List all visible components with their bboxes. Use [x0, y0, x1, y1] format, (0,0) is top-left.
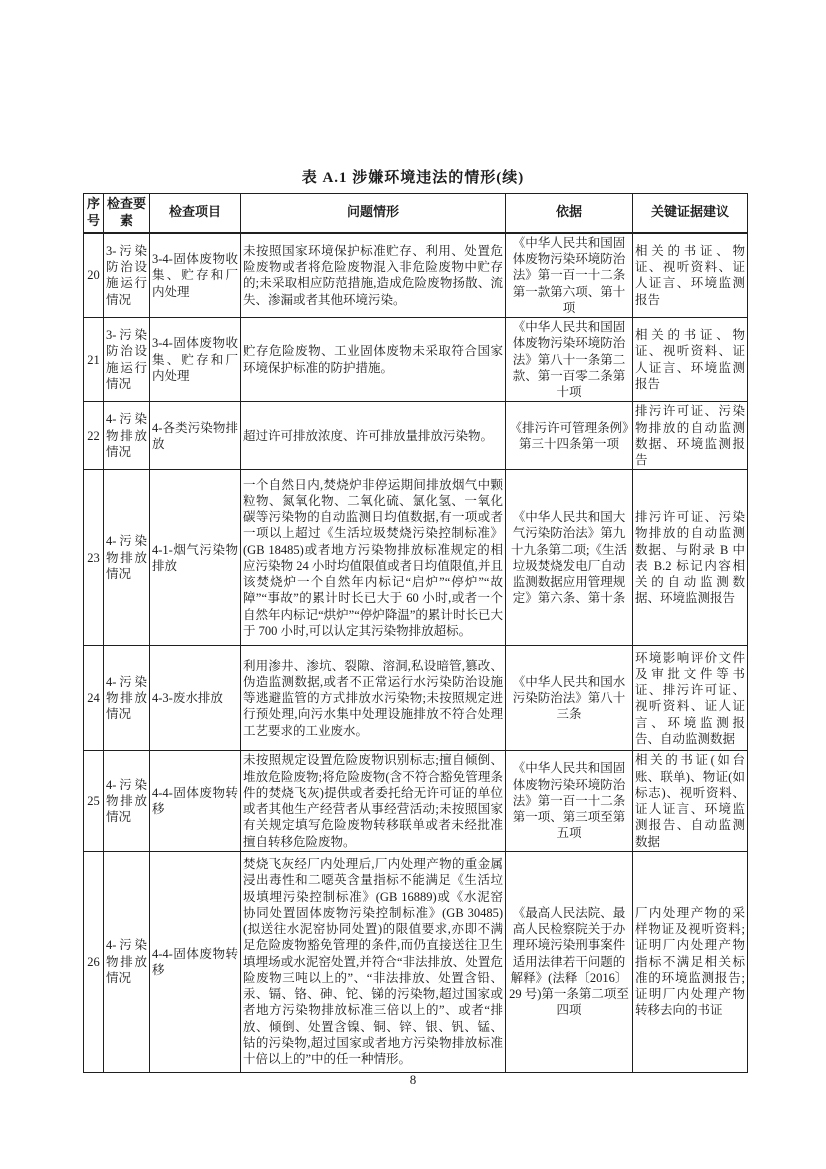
column-header-item: 检查项目	[150, 194, 241, 233]
cell-basis: 《最高人民法院、最高人民检察院关于办理环境污染刑事案件适用法律若干问题的解释》(法释〔2016〕29 号)第一条第二项至四项	[506, 851, 633, 1072]
table-row	[84, 318, 748, 402]
table-row	[84, 402, 748, 470]
cell-evidence: 相关的书证、物证、视听资料、证人证言、环境监测报告	[633, 233, 748, 318]
table-body	[84, 233, 748, 1073]
header-row	[84, 194, 748, 233]
cell-situation: 未按照规定设置危险废物识别标志;擅自倾倒、堆放危险废物;将危险废物(含不符合豁免管理条件的焚烧飞灰)提供或者委托给无许可证的单位或者其他生产经营者从事经营活动;未按照国家有关规定填写危险废物转移联单或者未经批准擅自转移危险废物。	[241, 751, 506, 852]
cell-basis: 《中华人民共和国水污染防治法》第八十三条	[506, 646, 633, 751]
cell-situation: 利用渗井、渗坑、裂隙、溶洞,私设暗管,篡改、伪造监测数据,或者不正常运行水污染防治设施等逃避监管的方式排放水污染物;未按照规定进行预处理,向污水集中处理设施排放不符合处理工艺要求的工业废水。	[241, 646, 506, 751]
cell-basis: 《排污许可管理条例》第三十四条第一项	[506, 402, 633, 470]
cell-evidence: 相关的书证(如台账、联单)、物证(如标志)、视听资料、证人证言、环境监测报告、自动监测数据	[633, 751, 748, 852]
cell-situation: 贮存危险废物、工业固体废物未采取符合国家环境保护标准的防护措施。	[241, 318, 506, 402]
page-number: 8	[409, 1072, 417, 1087]
cell-basis: 《中华人民共和国固体废物污染环境防治法》第一百一十二条第一款第六项、第十项	[506, 233, 633, 318]
cell-situation: 未按照国家环境保护标准贮存、利用、处置危险废物或者将危险废物混入非危险废物中贮存的;未采取相应防范措施,造成危险废物扬散、流失、渗漏或者其他环境污染。	[241, 233, 506, 318]
column-header-basis: 依据	[506, 194, 633, 233]
cell-situation: 一个自然日内,焚烧炉非停运期间排放烟气中颗粒物、氮氧化物、二氧化硫、氯化氢、一氧化碳等污染物的自动监测日均值数据,有一项或者一项以上超过《生活垃圾焚烧污染控制标准》(GB 18485)或者地方污染物排放标准规定的相应污染物 24 小时均值限值或者日均值限值,并且该焚烧炉一个自然年内标记“启炉”“停炉”“故障”“事故”的累计时长已大于 60 小时,或者一个自然年内标记“烘炉”“停炉降温”的累计时长已大于 700 小时,可以认定其污染物排放超标。	[241, 470, 506, 646]
violations-table	[83, 193, 748, 1073]
cell-item: 4-各类污染物排放	[150, 402, 241, 470]
table-header	[84, 194, 748, 233]
column-header-element: 检查要素	[104, 194, 150, 233]
cell-evidence: 排污许可证、污染物排放的自动监测数据、与附录 B 中表 B.2 标记内容相关的自动监测数据、环境监测报告	[633, 470, 748, 646]
cell-element: 4-污染物排放情况	[104, 751, 150, 852]
cell-item: 4-3-废水排放	[150, 646, 241, 751]
cell-evidence: 环境影响评价文件及审批文件等书证、排污许可证、视听资料、证人证言、环境监测报告、自动监测数据	[633, 646, 748, 751]
cell-no: 24	[84, 646, 104, 751]
cell-item: 4-1-烟气污染物排放	[150, 470, 241, 646]
cell-basis: 《中华人民共和国大气污染防治法》第九十九条第二项;《生活垃圾焚烧发电厂自动监测数据应用管理规定》第六条、第十条	[506, 470, 633, 646]
cell-situation: 焚烧飞灰经厂内处理后,厂内处理产物的重金属浸出毒性和二噁英含量指标不能满足《生活垃圾填埋污染控制标准》(GB 16889)或《水泥窑协同处置固体废物污染控制标准》(GB 30485)(拟送往水泥窑协同处置)的限值要求,亦即不满足危险废物豁免管理的条件,而仍直接送往卫生填埋场或水泥窑处置,并符合“非法排放、处置危险废物三吨以上的”、“非法排放、处置含铅、汞、镉、铬、砷、铊、锑的污染物,超过国家或者地方污染物排放标准三倍以上的”、或者“排放、倾倒、处置含镍、铜、锌、银、钒、锰、钴的污染物,超过国家或者地方污染物排放标准十倍以上的”中的任一种情形。	[241, 851, 506, 1072]
cell-element: 4-污染物排放情况	[104, 646, 150, 751]
cell-no: 23	[84, 470, 104, 646]
cell-element: 4-污染物排放情况	[104, 402, 150, 470]
cell-item: 3-4-固体废物收集、贮存和厂内处理	[150, 233, 241, 318]
cell-situation: 超过许可排放浓度、许可排放量排放污染物。	[241, 402, 506, 470]
cell-evidence: 厂内处理产物的采样物证及视听资料;证明厂内处理产物指标不满足相关标准的环境监测报告;证明厂内处理产物转移去向的书证	[633, 851, 748, 1072]
cell-item: 4-4-固体废物转移	[150, 851, 241, 1072]
cell-no: 26	[84, 851, 104, 1072]
cell-evidence: 相关的书证、物证、视听资料、证人证言、环境监测报告	[633, 318, 748, 402]
cell-basis: 《中华人民共和国固体废物污染环境防治法》第八十一条第二款、第一百零二条第十项	[506, 318, 633, 402]
cell-element: 4-污染物排放情况	[104, 470, 150, 646]
cell-evidence: 排污许可证、污染物排放的自动监测数据、环境监测报告	[633, 402, 748, 470]
cell-basis: 《中华人民共和国固体废物污染环境防治法》第一百一十二条第一项、第三项至第五项	[506, 751, 633, 852]
cell-element: 3-污染防治设施运行情况	[104, 318, 150, 402]
table-row	[84, 233, 748, 318]
page-title: 表 A.1 涉嫌环境违法的情形(续)	[301, 170, 525, 186]
table-row	[84, 470, 748, 646]
table-row	[84, 646, 748, 751]
table-row	[84, 851, 748, 1072]
cell-item: 3-4-固体废物收集、贮存和厂内处理	[150, 318, 241, 402]
table-row	[84, 751, 748, 852]
cell-no: 25	[84, 751, 104, 852]
cell-no: 21	[84, 318, 104, 402]
cell-element: 3-污染防治设施运行情况	[104, 233, 150, 318]
cell-element: 4-污染物排放情况	[104, 851, 150, 1072]
cell-item: 4-4-固体废物转移	[150, 751, 241, 852]
cell-no: 20	[84, 233, 104, 318]
column-header-evidence: 关键证据建议	[633, 194, 748, 233]
cell-no: 22	[84, 402, 104, 470]
column-header-situation: 问题情形	[241, 194, 506, 233]
column-header-no: 序号	[84, 194, 104, 233]
